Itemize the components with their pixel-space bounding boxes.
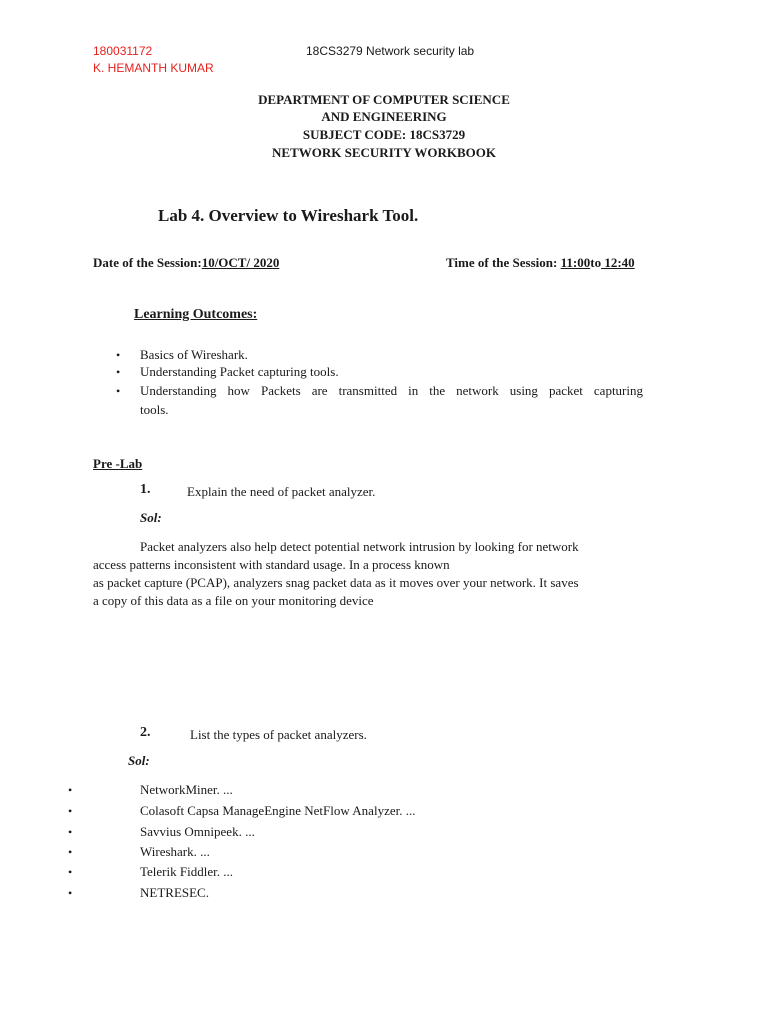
course-code: 18CS3279 Network security lab	[306, 44, 475, 58]
session-time	[446, 255, 635, 271]
answer-line: as packet capture (PCAP), analyzers snag packet data as it moves over your network. It saves	[93, 575, 579, 590]
workbook-title: NETWORK SECURITY WORKBOOK	[272, 145, 496, 160]
learning-outcomes-heading: Learning Outcomes:	[134, 307, 258, 322]
answer-line: access patterns inconsistent with standard usage. In a process known	[93, 557, 450, 572]
question-2-number: 2.	[140, 725, 151, 740]
question-1-number: 1.	[140, 482, 151, 497]
bullet-icon: •	[68, 783, 73, 797]
question-2-text: List the types of packet analyzers.	[190, 727, 367, 742]
student-id: 180031172	[93, 44, 153, 58]
department-line-1: DEPARTMENT OF COMPUTER SCIENCE	[258, 92, 510, 107]
analyzer-item: Colasoft Capsa ManageEngine NetFlow Analyzer. ...	[140, 803, 416, 818]
session-date	[93, 255, 279, 271]
analyzer-item: NetworkMiner. ...	[140, 782, 233, 797]
question-2-sol-label: Sol:	[128, 753, 150, 768]
answer-line: Packet analyzers also help detect potential network intrusion by looking for network	[140, 539, 579, 554]
bullet-icon: •	[68, 804, 73, 818]
bullet-icon: •	[116, 365, 121, 379]
analyzer-item: Savvius Omnipeek. ...	[140, 824, 255, 839]
analyzer-item: Wireshark. ...	[140, 844, 210, 859]
subject-code: SUBJECT CODE: 18CS3729	[302, 127, 466, 142]
bullet-icon: •	[68, 886, 73, 900]
time-end: 12:40	[601, 255, 635, 270]
outcome-item: Basics of Wireshark.	[140, 347, 248, 362]
time-to: to	[590, 255, 602, 270]
bullet-icon: •	[68, 845, 73, 859]
bullet-icon: •	[68, 865, 73, 879]
prelab-heading: Pre -Lab	[93, 456, 143, 471]
analyzer-item: NETRESEC.	[140, 885, 209, 900]
answer-line: a copy of this data as a file on your monitoring device	[93, 593, 374, 608]
outcome-item: Understanding Packet capturing tools.	[140, 364, 339, 379]
analyzer-item: Telerik Fiddler. ...	[140, 864, 233, 879]
question-1-answer	[93, 538, 683, 610]
department-line-2: AND ENGINEERING	[321, 109, 447, 124]
outcome-item: Understanding how Packets are transmitted in the network using packet capturing	[140, 383, 643, 398]
bullet-icon: •	[116, 348, 121, 362]
outcome-item-continued: tools.	[140, 402, 169, 417]
student-name: K. HEMANTH KUMAR	[93, 61, 214, 75]
bullet-icon: •	[116, 384, 121, 398]
date-label: Date of the Session:	[93, 255, 202, 270]
time-start: 11:00	[560, 255, 591, 270]
date-value: 10/OCT/ 2020	[201, 255, 280, 270]
time-label: Time of the Session:	[446, 255, 558, 270]
lab-title: Lab 4. Overview to Wireshark Tool.	[158, 206, 419, 225]
question-1-text: Explain the need of packet analyzer.	[187, 484, 376, 499]
bullet-icon: •	[68, 825, 73, 839]
question-1-sol-label: Sol:	[140, 510, 162, 525]
